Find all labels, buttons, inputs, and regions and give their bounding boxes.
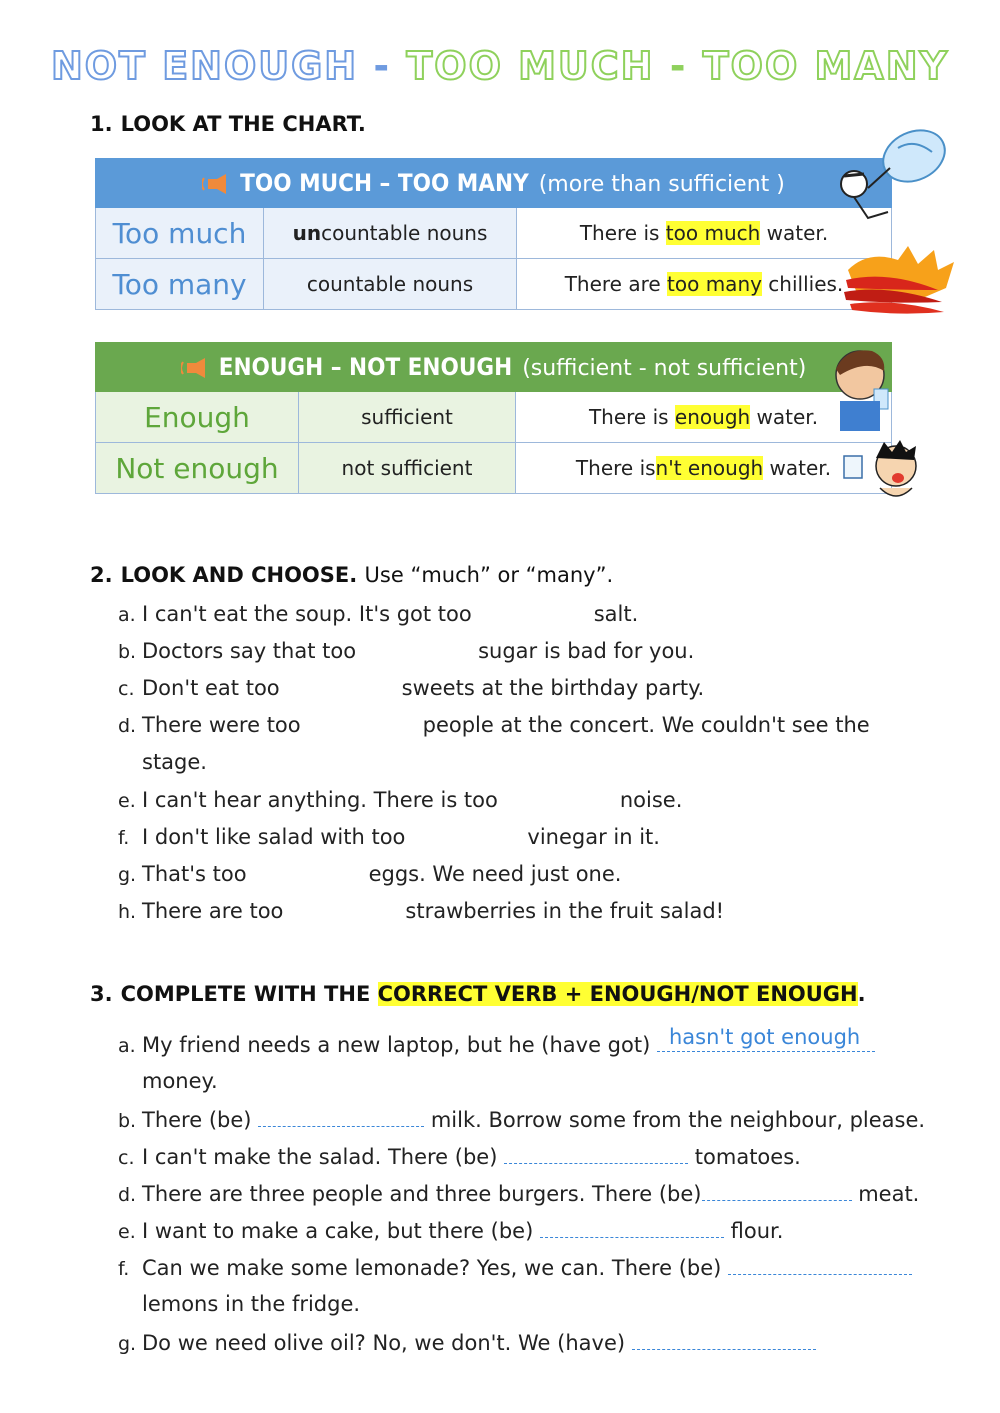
section1-heading: 1. LOOK AT THE CHART.: [90, 112, 366, 136]
too-much-many-chart: [95, 158, 892, 310]
table-row: Not enough not sufficient There isn't enough water.: [96, 443, 892, 494]
exercise-item-d-cont: stage.: [142, 750, 207, 774]
speaker-icon[interactable]: [202, 174, 228, 194]
chart-header: ENOUGH – NOT ENOUGH (sufficient - not sufficient): [96, 343, 892, 392]
exercise-item-h: h. There are too strawberries in the fruit salad!: [118, 899, 725, 923]
section2-heading: 2. LOOK AND CHOOSE. Use “much” or “many”.: [90, 563, 614, 587]
complete-item-f: f. Can we make some lemonade? Yes, we can. There (be): [118, 1254, 912, 1280]
exercise-item-c: c. Don't eat too sweets at the birthday party.: [118, 676, 705, 700]
complete-item-f-cont: lemons in the fridge.: [142, 1292, 361, 1316]
complete-item-d: d. There are three people and three burgers. There (be) meat.: [118, 1182, 920, 1206]
boy-drinking-water-illustration: [826, 345, 902, 431]
title-too-much: TOO MUCH: [406, 44, 655, 88]
answer-field[interactable]: [540, 1217, 724, 1238]
enough-chart: [95, 342, 892, 494]
answer-field[interactable]: [702, 1180, 852, 1201]
exercise-item-f: f. I don't like salad with too vinegar in it.: [118, 825, 660, 849]
table-row: Too much uncountable nouns There is too much water.: [96, 208, 892, 259]
complete-item-g: g. Do we need olive oil? No, we don't. We (have): [118, 1329, 816, 1355]
title-too-many: TOO MANY: [702, 44, 950, 88]
exercise-item-d: d. There were too people at the concert. We couldn't see the: [118, 713, 870, 737]
title-not-enough: NOT ENOUGH: [50, 44, 359, 88]
section3-heading: 3. COMPLETE WITH THE CORRECT VERB + ENOUGH/NOT ENOUGH.: [90, 982, 866, 1006]
worksheet-title: [0, 44, 1000, 88]
answer-field[interactable]: hasn't got enough: [657, 1031, 875, 1052]
answer-field[interactable]: [728, 1254, 912, 1275]
exercise-item-e: e. I can't hear anything. There is too noise.: [118, 788, 683, 812]
table-row: Enough sufficient There is enough water.: [96, 392, 892, 443]
complete-item-b: b. There (be) milk. Borrow some from the neighbour, please.: [118, 1108, 926, 1132]
complete-item-a-cont: money.: [142, 1069, 218, 1093]
exercise-item-g: g. That's too eggs. We need just one.: [118, 862, 622, 886]
thirsty-boy-illustration: [840, 438, 932, 508]
answer-field[interactable]: [258, 1106, 424, 1127]
title-separator: -: [669, 44, 688, 88]
complete-item-a: a. My friend needs a new laptop, but he (have got) hasn't got enough: [118, 1031, 875, 1057]
complete-item-c: c. I can't make the salad. There (be) tomatoes.: [118, 1145, 801, 1169]
speaker-icon[interactable]: [181, 358, 207, 378]
exercise-item-a: a. I can't eat the soup. It's got too salt.: [118, 602, 639, 626]
man-with-water-bottle-illustration: [828, 118, 950, 230]
exercise-item-b: b. Doctors say that too sugar is bad for you.: [118, 639, 695, 663]
chart-header: TOO MUCH – TOO MANY (more than sufficient ): [96, 159, 892, 208]
complete-item-e: e. I want to make a cake, but there (be) flour.: [118, 1219, 784, 1243]
answer-field[interactable]: [632, 1329, 816, 1350]
title-separator: -: [373, 44, 392, 88]
table-row: Too many countable nouns There are too many chillies.: [96, 259, 892, 310]
hot-chillies-illustration: [838, 240, 960, 320]
answer-field[interactable]: [504, 1143, 688, 1164]
